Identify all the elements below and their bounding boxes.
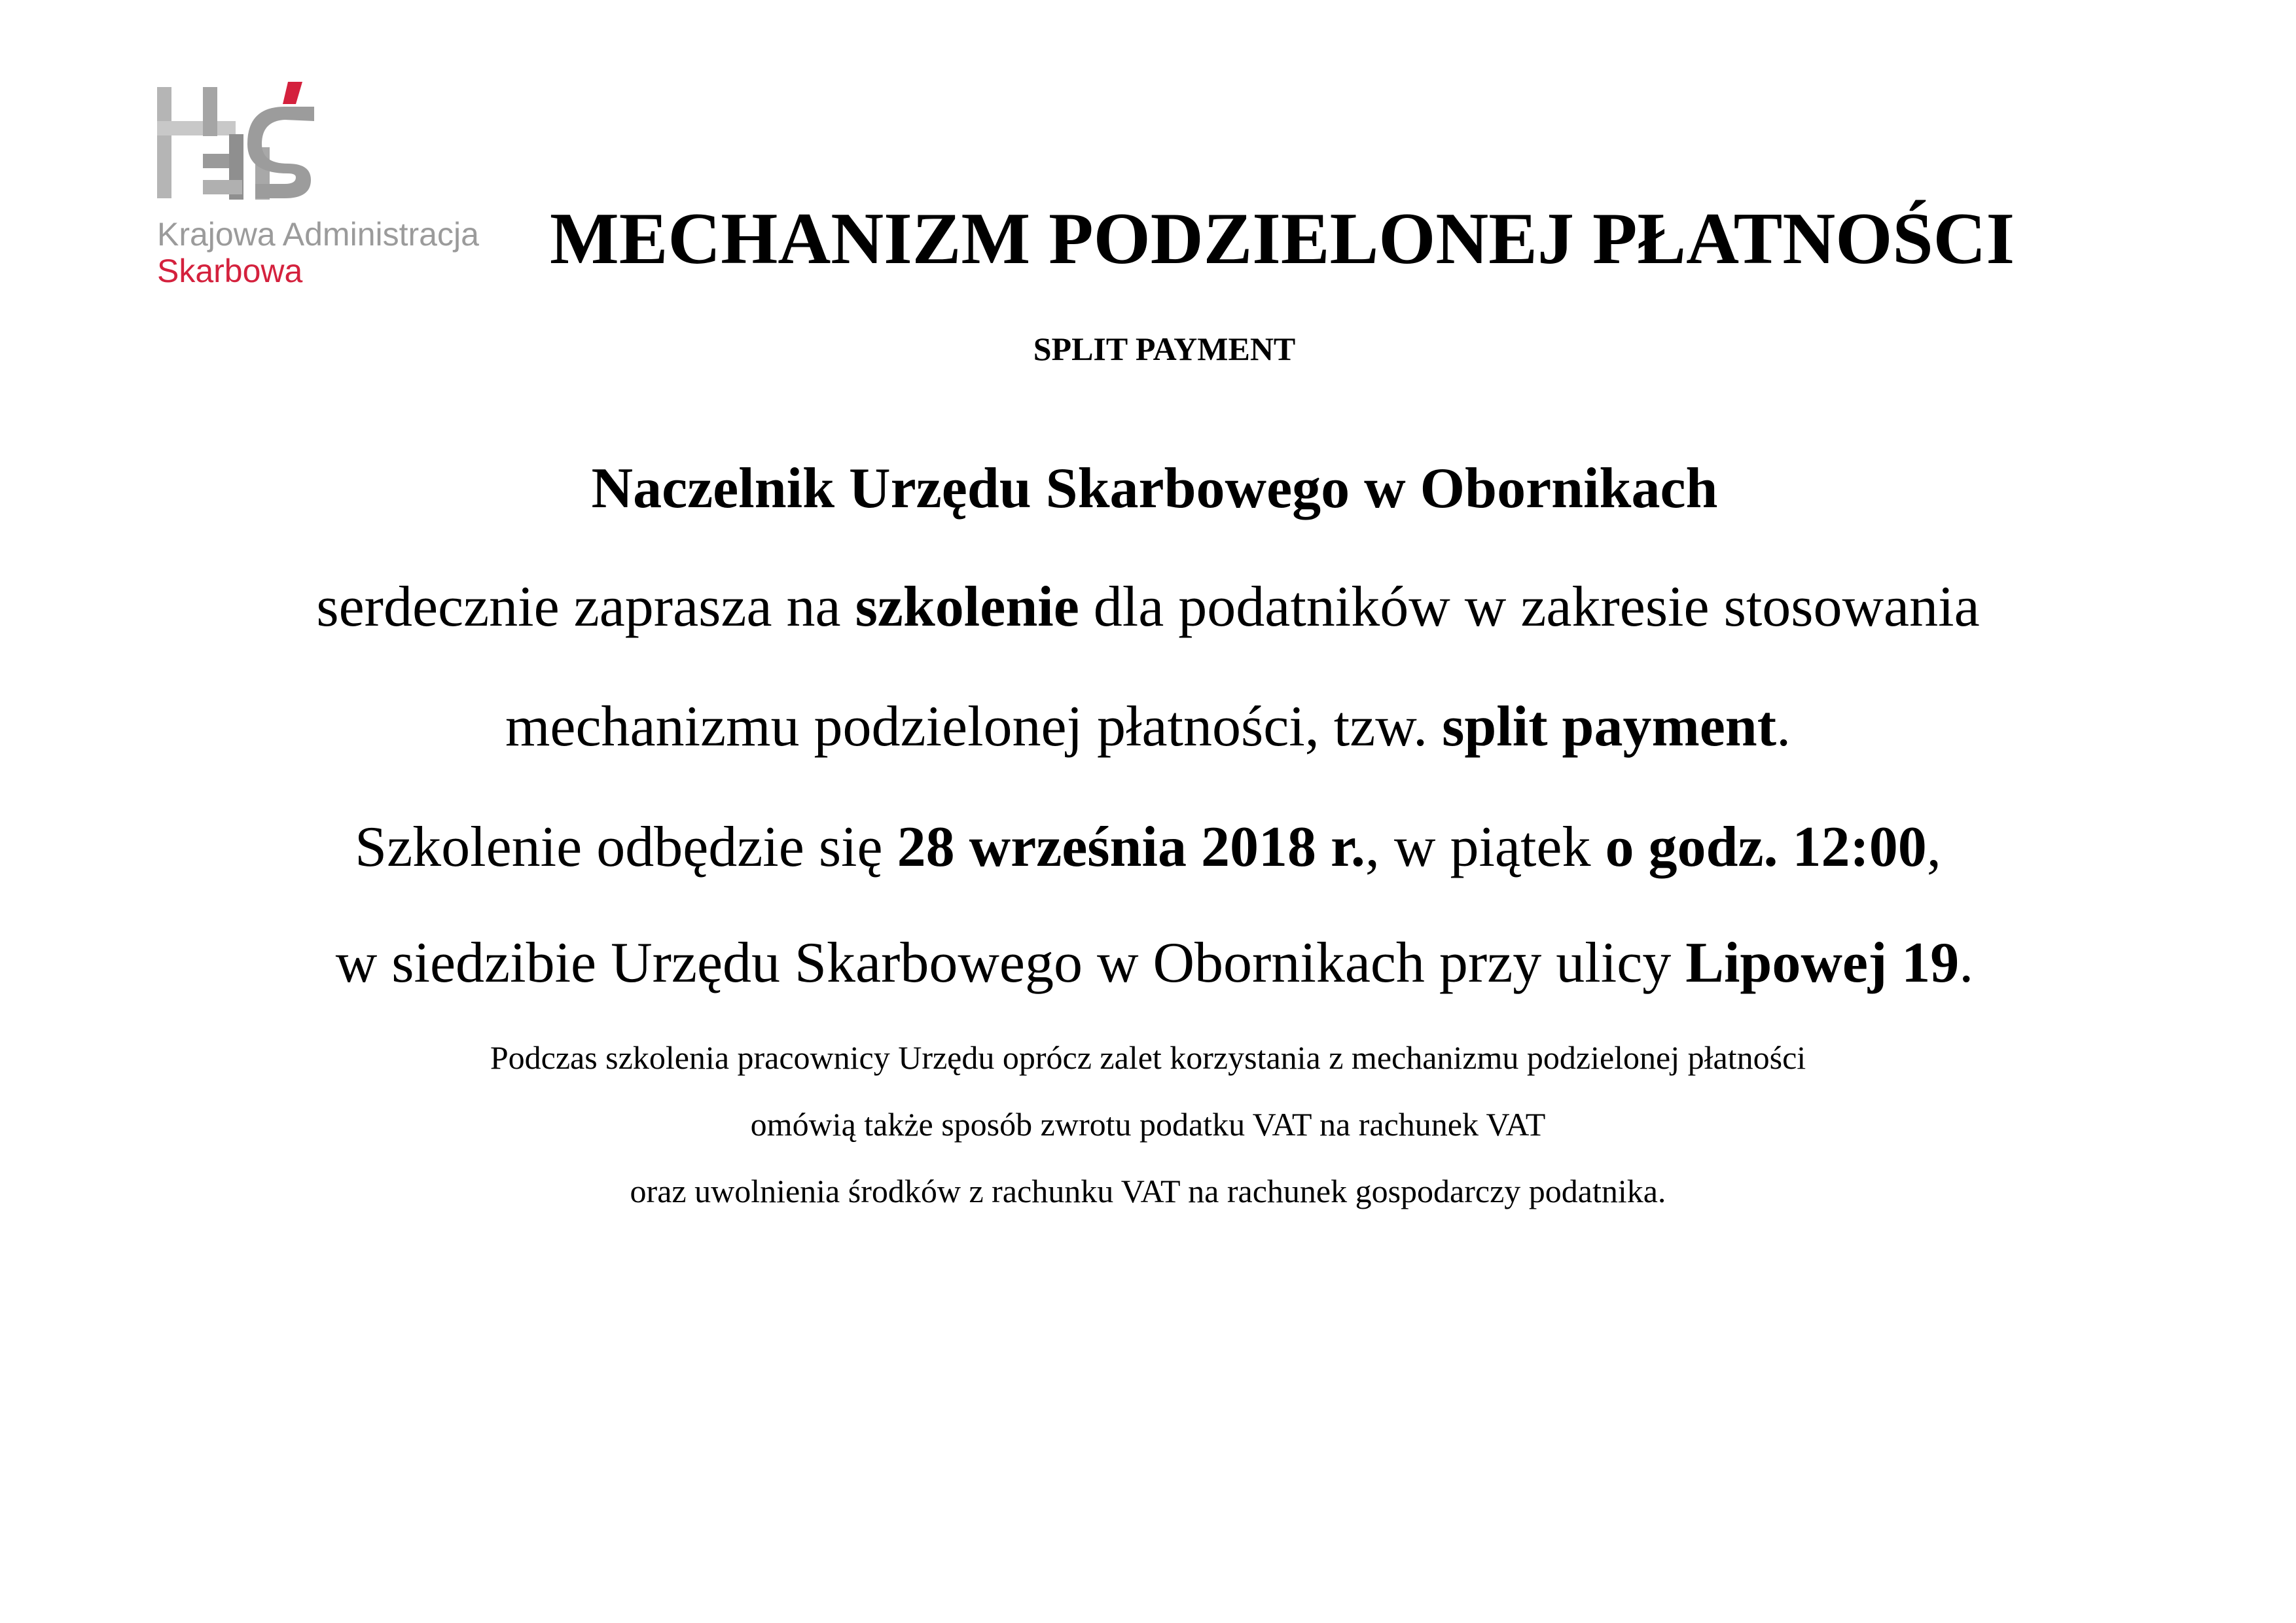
document-title: MECHANIZM PODZIELONEJ PŁATNOŚCI [550, 198, 2015, 279]
location-text-a: w siedzibie Urzędu Skarbowego w Obornikach przy ulicy [335, 931, 1686, 995]
document-subtitle: SPLIT PAYMENT [1033, 330, 1296, 367]
schedule-text-b: , w piątek [1365, 815, 1605, 879]
logo-line-2: Skarbowa [157, 253, 303, 289]
details-line-3: oraz uwolnienia środków z rachunku VAT na rachunek gospodarczy podatnika. [630, 1173, 1666, 1209]
invite-line-2 [0, 691, 2296, 763]
schedule-text-a: Szkolenie odbędzie się [355, 815, 897, 879]
details-line-2: omówią także sposób zwrotu podatku VAT na rachunek VAT [750, 1106, 1546, 1143]
details-line-1: Podczas szkolenia pracownicy Urzędu oprócz zalet korzystania z mechanizmu podzielonej płatności [490, 1039, 1806, 1076]
schedule-date: 28 września 2018 r. [897, 815, 1365, 879]
heading-issuer: Naczelnik Urzędu Skarbowego w Obornikach [591, 457, 1718, 520]
kas-logo-text [157, 216, 479, 289]
location-address: Lipowej 19 [1685, 931, 1960, 995]
invite-text-1c: dla podatników w zakresie stosowania [1079, 575, 1980, 639]
invite-emphasis-training: szkolenie [855, 575, 1079, 639]
invite-emphasis-split-payment: split payment [1442, 695, 1777, 758]
schedule-time: o godz. 12:00 [1605, 815, 1927, 879]
location-text-c: . [1959, 931, 1974, 995]
logo-line-1: Krajowa Administracja [157, 216, 479, 253]
schedule-line [0, 812, 2296, 883]
kas-logo-mark-icon [157, 82, 327, 206]
kas-logo [157, 82, 524, 291]
invite-text-2c: . [1776, 695, 1791, 758]
location-line [0, 927, 2296, 999]
schedule-text-c: , [1926, 815, 1941, 879]
invite-text-1a: serdecznie zaprasza na [316, 575, 855, 639]
invite-line-1 [0, 571, 2296, 643]
invite-text-2a: mechanizmu podzielonej płatności, tzw. [505, 695, 1443, 758]
